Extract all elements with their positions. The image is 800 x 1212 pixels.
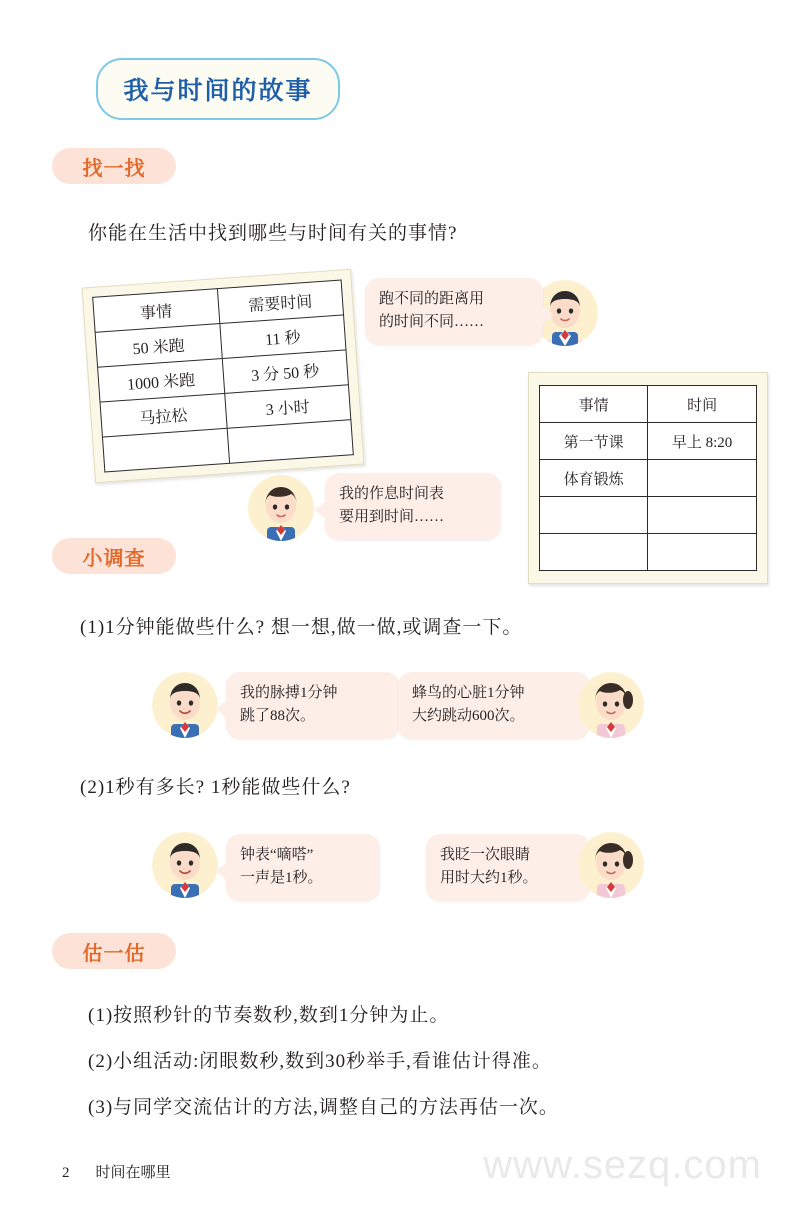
section-tag-find-label: 找一找 — [82, 157, 146, 180]
boy-portrait-icon — [152, 672, 218, 738]
estimate-item-1: (1)按照秒针的节奏数秒,数到1分钟为止。 — [88, 1005, 450, 1026]
bubble-line: 用时大约1秒。 — [440, 870, 538, 887]
table-cell: 50 米跑 — [95, 324, 222, 368]
section-tag-survey-label: 小调查 — [82, 547, 146, 570]
table-row — [540, 497, 757, 534]
table-cell: 3 小时 — [224, 385, 351, 429]
bubble-boy-find — [365, 278, 543, 345]
bubble-line: 跑不同的距离用 — [379, 291, 485, 307]
table-cell — [102, 428, 229, 472]
page-number: 2 — [62, 1165, 70, 1181]
table-cell — [540, 534, 648, 571]
bubble-line: 我的作息时间表 — [339, 486, 445, 502]
bubble-survey-q2-right — [426, 834, 590, 901]
bubble-survey-q1-left — [226, 672, 400, 739]
table-header-cell: 时间 — [648, 386, 757, 423]
chapter-title: 时间在哪里 — [95, 1165, 171, 1181]
table-row — [540, 460, 757, 497]
table-row — [540, 534, 757, 571]
bubble-line: 我眨一次眼睛 — [440, 847, 531, 863]
table-row — [540, 423, 757, 460]
avatar-girl-survey1 — [578, 672, 644, 738]
table-cell: 11 秒 — [219, 315, 346, 359]
table-cell: 马拉松 — [100, 393, 227, 437]
bubble-line: 的时间不同…… — [379, 314, 485, 331]
table-header-cell: 事情 — [93, 289, 220, 333]
avatar-boy-survey1 — [152, 672, 218, 738]
table-activities-duration — [92, 279, 354, 472]
girl-portrait-icon — [248, 475, 314, 541]
table-schedule — [539, 385, 757, 571]
table-cell: 第一节课 — [540, 423, 648, 460]
table-cell: 1000 米跑 — [98, 359, 225, 403]
bubble-line: 我的脉搏1分钟 — [240, 685, 338, 701]
girl-portrait-icon — [578, 832, 644, 898]
bubble-survey-q1-right — [398, 672, 590, 739]
table-header-row — [540, 386, 757, 423]
survey-question-2: (2)1秒有多长? 1秒能做些什么? — [80, 777, 351, 798]
bubble-survey-q2-left — [226, 834, 380, 901]
estimate-item-2: (2)小组活动:闭眼数秒,数到30秒举手,看谁估计得准。 — [88, 1051, 552, 1072]
table-cell — [648, 460, 757, 497]
boy-portrait-icon — [152, 832, 218, 898]
avatar-girl-survey2 — [578, 832, 644, 898]
girl-portrait-icon — [578, 672, 644, 738]
table-cell: 体育锻炼 — [540, 460, 648, 497]
bubble-line: 要用到时间…… — [339, 509, 445, 526]
table-cell: 3 分 50 秒 — [222, 350, 349, 394]
bubble-line: 蜂鸟的心脏1分钟 — [412, 685, 525, 701]
survey-question-1: (1)1分钟能做些什么? 想一想,做一做,或调查一下。 — [80, 617, 523, 638]
estimate-item-3: (3)与同学交流估计的方法,调整自己的方法再估一次。 — [88, 1097, 559, 1118]
table-header-cell: 需要时间 — [217, 280, 344, 324]
avatar-girl-find — [248, 475, 314, 541]
page-title-text: 我与时间的故事 — [123, 78, 313, 105]
bubble-girl-find — [325, 473, 501, 540]
bubble-line: 大约跳动600次。 — [412, 708, 525, 725]
footer — [62, 1161, 171, 1182]
table-cell: 早上 8:20 — [648, 423, 757, 460]
watermark: www.sezq.com — [483, 1143, 762, 1187]
table-card-schedule — [528, 372, 768, 584]
avatar-boy-survey2 — [152, 832, 218, 898]
bubble-line: 一声是1秒。 — [240, 870, 323, 887]
find-question: 你能在生活中找到哪些与时间有关的事情? — [88, 223, 458, 244]
bubble-line: 跳了88次。 — [240, 708, 316, 725]
page-title — [96, 58, 340, 120]
table-card-activities-duration — [81, 269, 364, 483]
section-tag-survey — [52, 538, 176, 574]
section-tag-find — [52, 148, 176, 184]
table-cell — [227, 420, 354, 464]
table-cell — [540, 497, 648, 534]
bubble-line: 钟表“嘀嗒” — [240, 847, 314, 863]
table-cell — [648, 534, 757, 571]
section-tag-estimate — [52, 933, 176, 969]
section-tag-estimate-label: 估一估 — [82, 942, 146, 965]
table-cell — [648, 497, 757, 534]
table-header-cell: 事情 — [540, 386, 648, 423]
